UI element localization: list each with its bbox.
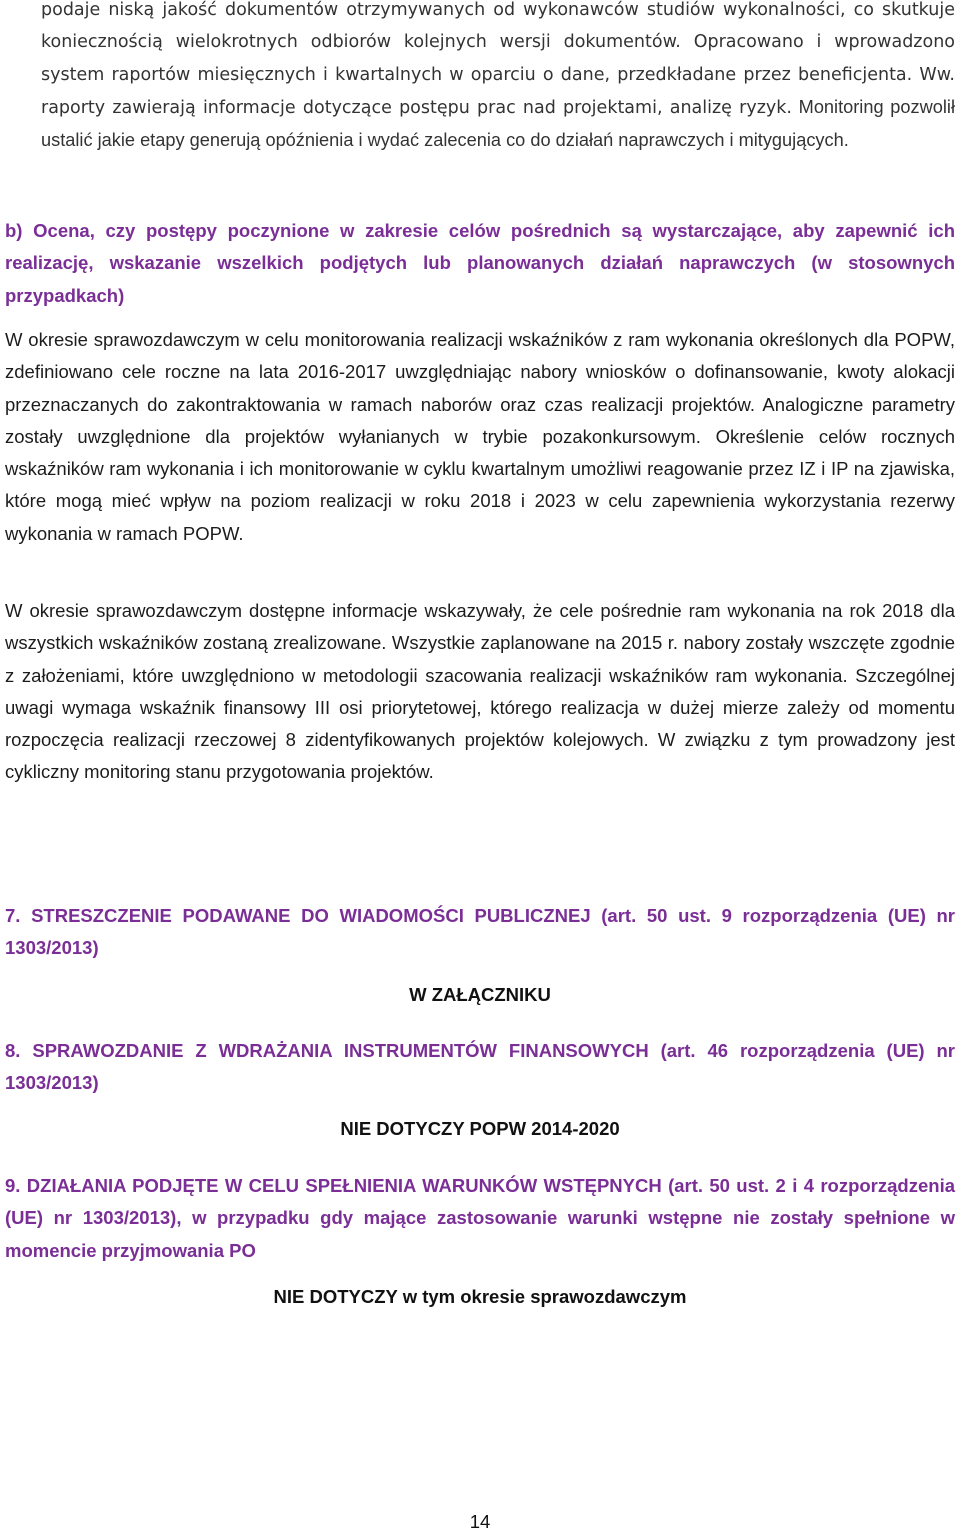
section-8-heading: 8. SPRAWOZDANIE Z WDRAŻANIA INSTRUMENTÓW FINANSOWYCH (art. 46 rozporządzenia (UE) nr 1303/2013) (5, 1040, 955, 1094)
intro-paragraph (41, 0, 955, 157)
intro-text-part1: podaje niską jakość dokumentów otrzymywanych od wykonawców studiów wykonalności, co skutkuje koniecznością wielokrotnych odbiorów kolejnych wersji dokumentów. Opracowano i wprowadzono system raportów miesięcznych i kwartalnych w oparciu o dane, przedkładane przez beneficjenta. Ww. raporty zawierają informacje dotyczące postępu prac nad projektami, analizę ryzyk. (41, 0, 955, 118)
section-b-heading: b) Ocena, czy postępy poczynione w zakresie celów pośrednich są wystarczające, aby zapewnić ich realizację, wskazanie wszelkich podjętych lub planowanych działań naprawczych (w stosownych przypadkach) (5, 220, 955, 306)
intro-text-part2: Monitoring pozwolił ustalić jakie etapy generują opóźnienia i wydać zalecenia co do działań naprawczych i mitygujących. (41, 96, 955, 151)
section-b-paragraph-2: W okresie sprawozdawczym dostępne informacje wskazywały, że cele pośrednie ram wykonania na rok 2018 dla wszystkich wskaźników zostaną zrealizowane. Wszystkie zaplanowane na 2015 r. nabory zostały wszczęte zgodnie z założeniami, które uwzględniono w metodologii szacowania realizacji wskaźników ram wykonania. Szczególnej uwagi wymaga wskaźnik finansowy III osi priorytetowej, którego realizacja w dużej mierze zależy od momentu rozpoczęcia realizacji rzeczowej 8 zidentyfikowanych projektów kolejowych. W związku z tym prowadzony jest cykliczny monitoring stanu przygotowania projektów. (5, 600, 955, 783)
section-7-note: W ZAŁĄCZNIKU (409, 984, 551, 1005)
section-b-paragraph-1: W okresie sprawozdawczym w celu monitorowania realizacji wskaźników z ram wykonania określonych dla POPW, zdefiniowano cele roczne na lata 2016-2017 uwzględniając nabory wniosków o dofinansowanie, kwoty alokacji przeznaczanych do zakontraktowania w ramach naborów oraz czas realizacji projektów. Analogiczne parametry zostały uwzględnione dla projektów wyłanianych w trybie pozakonkursowym. Określenie celów rocznych wskaźników ram wykonania i ich monitorowanie w cyklu kwartalnym umożliwi reagowanie przez IZ i IP na zjawiska, które mogą mieć wpływ na poziom realizacji w roku 2018 i 2023 w celu zapewnienia wykorzystania rezerwy wykonania w ramach POPW. (5, 329, 955, 544)
page-number: 14 (469, 1511, 491, 1532)
section-9-note: NIE DOTYCZY w tym okresie sprawozdawczym (273, 1286, 687, 1307)
section-7-heading: 7. STRESZCZENIE PODAWANE DO WIADOMOŚCI PUBLICZNEJ (art. 50 ust. 9 rozporządzenia (UE) nr 1303/2013) (5, 905, 955, 959)
section-9-heading: 9. DZIAŁANIA PODJĘTE W CELU SPEŁNIENIA WARUNKÓW WSTĘPNYCH (art. 50 ust. 2 i 4 rozporządzenia (UE) nr 1303/2013), w przypadku gdy mające zastosowanie warunki wstępne nie zostały spełnione w momencie przyjmowania PO (5, 1175, 955, 1261)
section-8-note: NIE DOTYCZY POPW 2014-2020 (340, 1118, 620, 1139)
